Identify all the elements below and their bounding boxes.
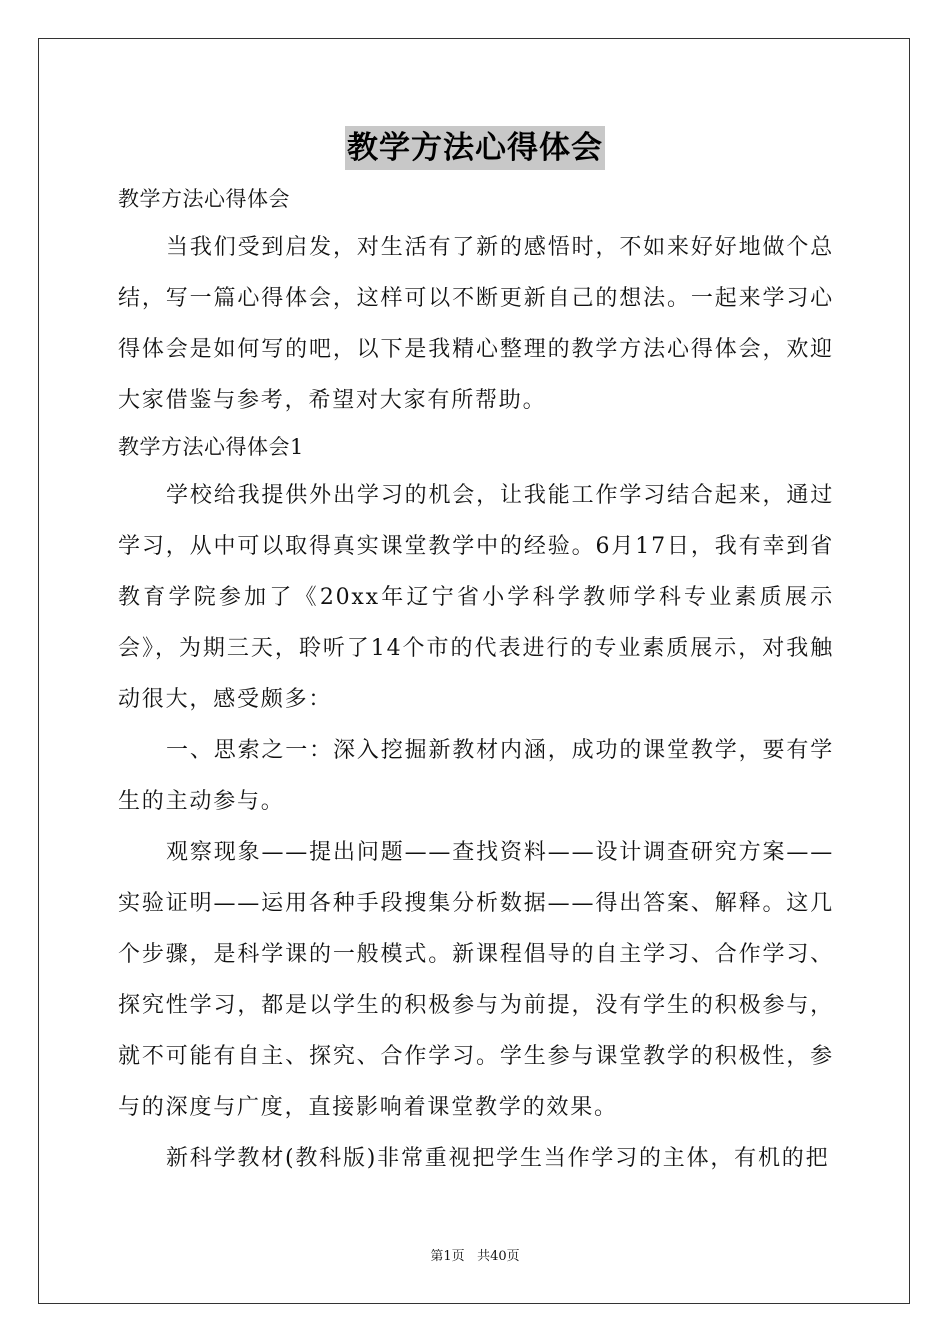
page-footer: [0, 1245, 950, 1264]
document-title: 教学方法心得体会: [345, 126, 605, 170]
body-paragraph-2: 一、思索之一：深入挖掘新教材内涵，成功的课堂教学，要有学生的主动参与。: [118, 738, 834, 814]
document-subtitle: 教学方法心得体会: [118, 187, 290, 211]
section-heading-1: 教学方法心得体会1: [118, 435, 304, 459]
title-wrap: [0, 126, 950, 170]
body-paragraph-4: 新科学教材(教科版)非常重视把学生当作学习的主体，有机的把: [166, 1146, 830, 1171]
page-number: 第1页: [430, 1249, 465, 1264]
body-paragraph-3: 观察现象——提出问题——查找资料——设计调查研究方案——实验证明——运用各种手段搜集分析数据——得出答案、解释。这几个步骤，是科学课的一般模式。新课程倡导的自主学习、合作学习、探究性学习，都是以学生的积极参与为前提，没有学生的积极参与，就不可能有自主、探究、合作学习。学生参与课堂教学的积极性，参与的深度与广度，直接影响着课堂教学的效果。: [118, 840, 834, 1120]
intro-paragraph: 当我们受到启发，对生活有了新的感悟时，不如来好好地做个总结，写一篇心得体会，这样可以不断更新自己的想法。一起来学习心得体会是如何写的吧，以下是我精心整理的教学方法心得体会，欢迎大家借鉴与参考，希望对大家有所帮助。: [118, 235, 834, 413]
body-paragraph-1: 学校给我提供外出学习的机会，让我能工作学习结合起来，通过学习，从中可以取得真实课堂教学中的经验。6月17日，我有幸到省教育学院参加了《20xx年辽宁省小学科学教师学科专业素质展示会》，为期三天，聆听了14个市的代表进行的专业素质展示，对我触动很大，感受颇多：: [118, 483, 834, 712]
page-total: 共40页: [477, 1249, 520, 1264]
document-body: [118, 178, 834, 1184]
